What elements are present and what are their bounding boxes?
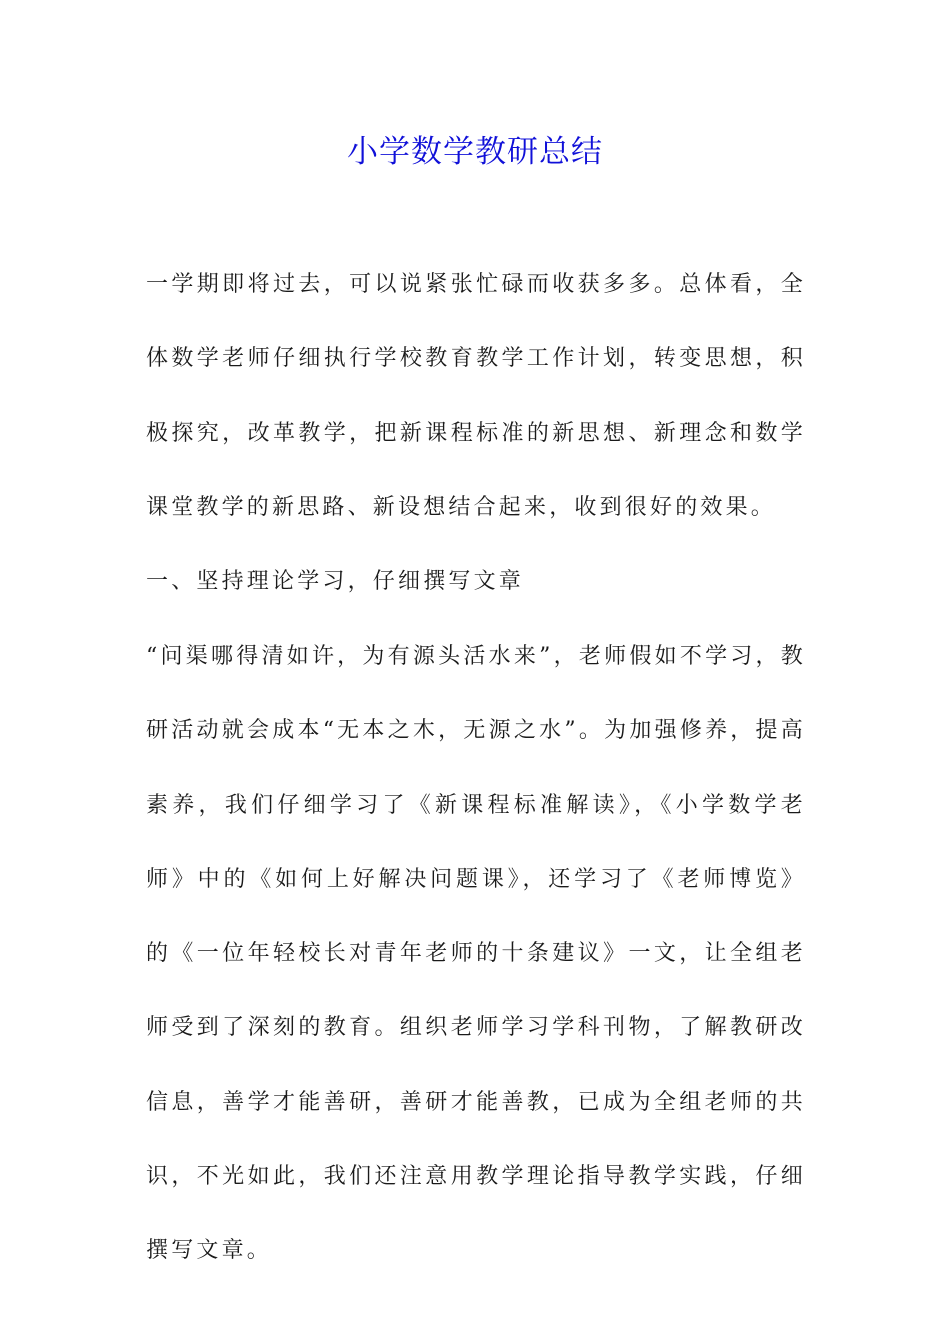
document-title: 小学数学教研总结: [347, 134, 603, 170]
section-1-paragraph: “问渠哪得清如许，为有源头活水来”，老师假如不学习，教研活动就会成本“无本之木，无源之水”。为加强修养，提高素养，我们仔细学习了《新课程标准解读》，《小学数学老师》中的《如何上好解决问题课》，还学习了《老师博览》的《一位年轻校长对青年老师的十条建议》一文，让全组老师受到了深刻的教育。组织老师学习学科刊物，了解教研改信息，善学才能善研，善研才能善教，已成为全组老师的共识，不光如此，我们还注意用教学理论指导教学实践，仔细撰写文章。: [146, 644, 806, 1264]
section-1-paragraph-block: [146, 620, 806, 1289]
intro-paragraph-block: [146, 248, 806, 545]
section-1-heading-block: [146, 545, 806, 619]
intro-paragraph: 一学期即将过去，可以说紧张忙碌而收获多多。总体看，全体数学老师仔细执行学校教育教学工作计划，转变思想，积极探究，改革教学，把新课程标准的新思想、新理念和数学课堂教学的新思路、新设想结合起来，收到很好的效果。: [146, 272, 806, 520]
section-1-heading: 一、坚持理论学习，仔细撰写文章: [146, 569, 525, 594]
